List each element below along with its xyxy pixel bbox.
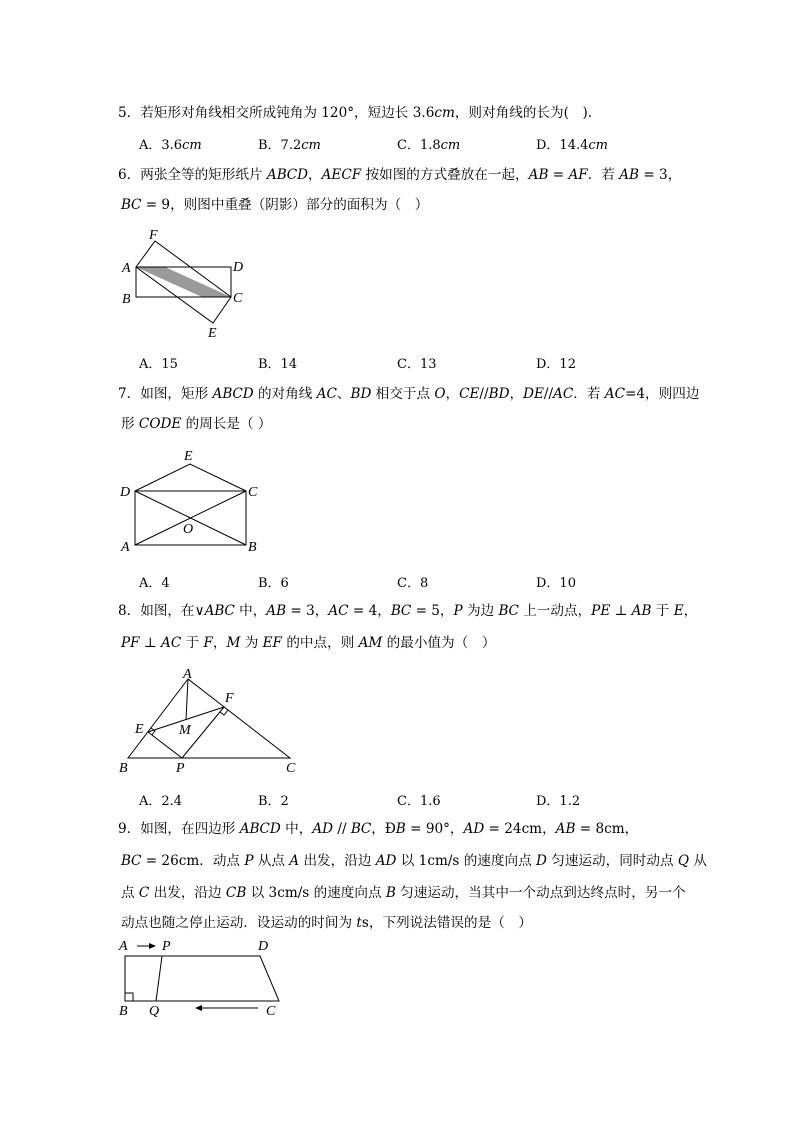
q8-label-m: M <box>179 723 191 738</box>
q7-option-b: B．6 <box>258 576 289 591</box>
q9-label-d: D <box>258 939 269 954</box>
q5-option-b: B．7.2𝑐𝑚 <box>258 138 321 153</box>
q5-option-a: A．3.6𝑐𝑚 <box>139 138 202 153</box>
q6-option-c: C．13 <box>397 357 437 372</box>
q6-label-d: D <box>233 260 244 275</box>
q7-stem-line2: 形 𝐶𝑂𝐷𝐸 的周长是（ ） <box>121 416 272 432</box>
q7-option-c: C．8 <box>397 576 429 591</box>
q8-segment-am <box>186 679 188 720</box>
q7-label-c: C <box>248 485 258 500</box>
q6-option-a: A．15 <box>139 357 178 372</box>
q8-label-e: E <box>135 722 144 737</box>
q5-option-c: C．1.8𝑐𝑚 <box>397 138 461 153</box>
q7-stem-line1: 7．如图，矩形 𝐴𝐵𝐶𝐷 的对角线 𝐴𝐶、𝐵𝐷 相交于点 𝑂，𝐶𝐸//𝐵𝐷，𝐷𝐸//𝐴𝐶．若 𝐴𝐶=4，则四边 <box>118 386 700 402</box>
q7-figure <box>115 444 270 559</box>
q8-stem-line2: 𝑃𝐹 ⊥ 𝐴𝐶 于 𝐹，𝑀 为 𝐸𝐹 的中点，则 𝐴𝑀 的最小值为（ ） <box>121 635 496 651</box>
q7-option-a: A．4 <box>139 576 170 591</box>
q5-option-d: D．14.4𝑐𝑚 <box>536 138 608 153</box>
q6-stem-line1: 6．两张全等的矩形纸片 𝐴𝐵𝐶𝐷，𝐴𝐸𝐶𝐹 按如图的方式叠放在一起，𝐴𝐵 = 𝐴𝐹．若 𝐴𝐵 = 3， <box>118 167 682 183</box>
q5-stem: 5．若矩形对角线相交所成钝角为 120°，短边长 3.6𝑐𝑚，则对角线的长为( ). <box>118 105 593 121</box>
q8-stem-line1: 8．如图，在∨𝐴𝐵𝐶 中，𝐴𝐵 = 3，𝐴𝐶 = 4，𝐵𝐶 = 5，𝑃 为边 𝐵𝐶 上一动点，𝑃𝐸 ⊥ 𝐴𝐵 于 𝐸， <box>118 603 698 619</box>
q8-option-a: A．2.4 <box>139 794 183 809</box>
q9-segment-pq <box>156 956 162 1001</box>
q9-right-angle-b <box>125 993 133 1001</box>
q9-stem-line4: 动点也随之停止运动．设运动的时间为 𝑡s，下列说法错误的是（ ） <box>121 915 532 931</box>
q8-label-c: C <box>286 761 296 776</box>
q6-option-d: D．12 <box>536 357 576 372</box>
q9-stem-line3: 点 𝐶 出发，沿边 𝐶𝐵 以 3cm/s 的速度向点 𝐵 匀速运动，当其中一个动点到达终点时，另一个 <box>121 885 686 901</box>
q7-label-o: O <box>183 522 194 537</box>
q9-label-q: Q <box>149 1004 160 1019</box>
q9-label-p: P <box>162 939 171 954</box>
q9-label-a: A <box>119 939 128 954</box>
q9-label-c: C <box>266 1004 276 1019</box>
q8-label-b: B <box>119 761 128 776</box>
q8-label-a: A <box>183 667 192 682</box>
q9-label-b: B <box>119 1004 128 1019</box>
q9-arrow-q-head <box>195 1005 202 1011</box>
q8-label-p: P <box>176 761 185 776</box>
q6-label-c: C <box>233 291 243 306</box>
q8-label-f: F <box>225 691 234 706</box>
q7-label-a: A <box>121 540 130 555</box>
q8-option-b: B．2 <box>258 794 289 809</box>
q8-triangle-abc <box>128 679 290 758</box>
q7-label-d: D <box>120 485 131 500</box>
q9-arrow-p-head <box>149 943 156 949</box>
q7-label-e: E <box>184 449 193 464</box>
q6-label-e: E <box>208 326 217 341</box>
q8-figure <box>112 662 302 777</box>
q8-option-c: C．1.6 <box>397 794 441 809</box>
q9-figure <box>112 936 292 1021</box>
q6-label-f: F <box>149 228 158 243</box>
q6-figure <box>115 222 255 342</box>
q9-stem-line2: 𝐵𝐶 = 26cm．动点 𝑃 从点 𝐴 出发，沿边 𝐴𝐷 以 1cm/s 的速度向点 𝐷 匀速运动，同时动点 𝑄 从 <box>121 853 707 869</box>
q7-option-d: D．10 <box>536 576 576 591</box>
q6-stem-line2: 𝐵𝐶 = 9，则图中重叠（阴影）部分的面积为（ ） <box>121 197 429 213</box>
q7-label-b: B <box>248 540 257 555</box>
q8-right-angle-e <box>151 728 155 735</box>
q6-label-b: B <box>122 292 131 307</box>
q6-label-a: A <box>122 261 131 276</box>
q8-option-d: D．1.2 <box>536 794 581 809</box>
q7-lines-de-ec <box>135 464 246 491</box>
q6-shaded-overlap <box>136 267 231 297</box>
q9-quadrilateral-abcd <box>125 956 279 1001</box>
q6-option-b: B．14 <box>258 357 298 372</box>
q9-stem-line1: 9．如图，在四边形 𝐴𝐵𝐶𝐷 中，𝐴𝐷 // 𝐵𝐶，Ð𝐵 = 90°，𝐴𝐷 = 24cm，𝐴𝐵 = 8cm， <box>118 821 639 837</box>
